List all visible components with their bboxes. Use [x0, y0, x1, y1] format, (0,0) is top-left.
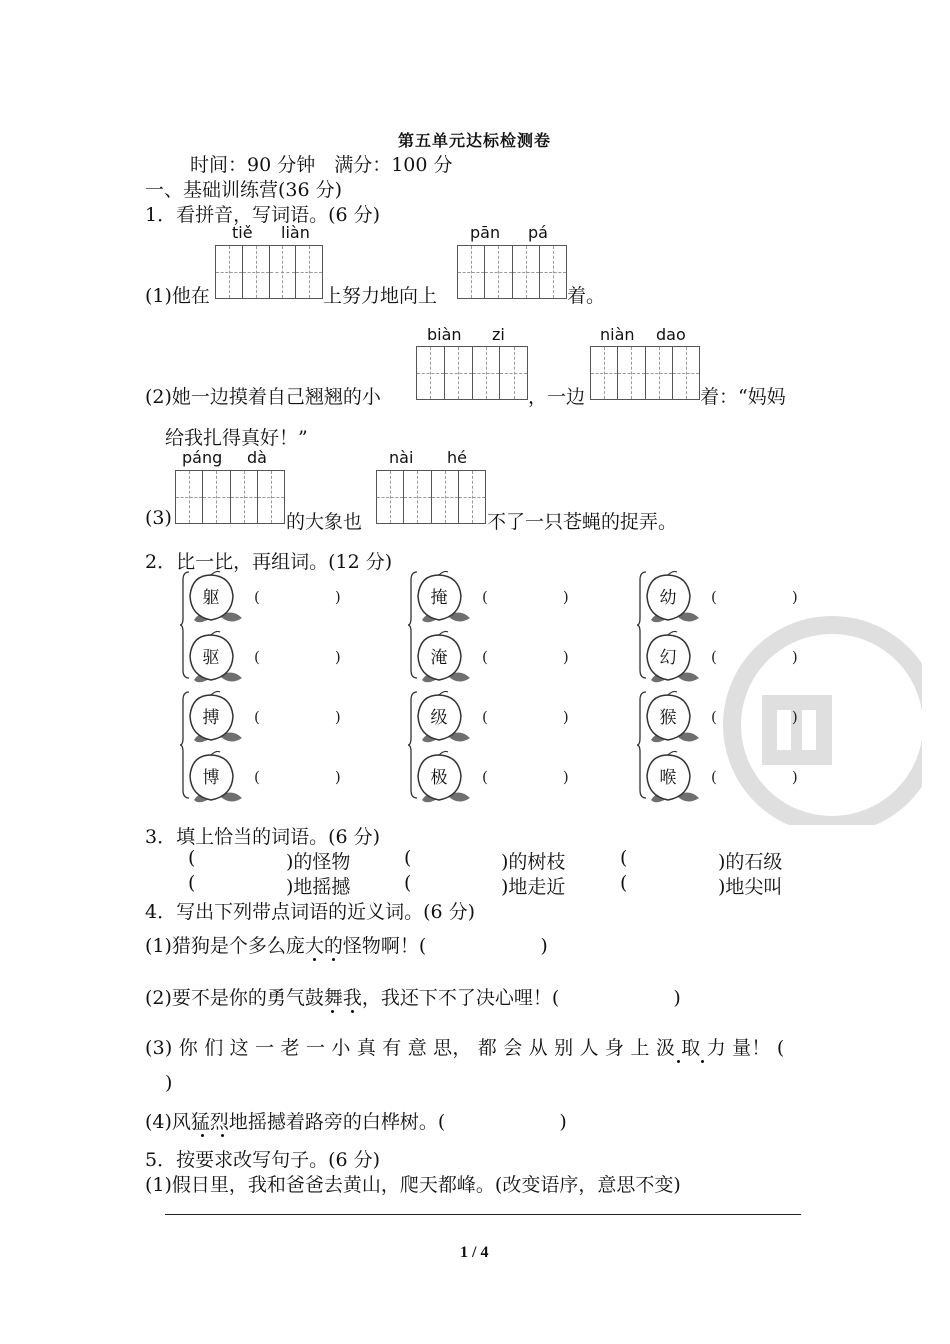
pinyin: páng	[182, 448, 223, 467]
paren-open: (	[188, 872, 196, 894]
word-blank[interactable]: ( )	[711, 768, 798, 786]
pinyin: nài	[389, 448, 414, 467]
q4-heading: 4．写出下列带点词语的近义词。(6 分)	[145, 901, 476, 923]
compare-character: 博	[202, 768, 220, 788]
q5-heading: 5．按要求改写句子。(6 分)	[145, 1149, 381, 1171]
q4-sentence: )	[165, 1072, 173, 1094]
peach-char-card	[414, 690, 472, 746]
word-blank[interactable]: ( )	[482, 708, 569, 726]
fill-item: )的怪物	[286, 851, 351, 873]
compare-character: 搏	[202, 708, 220, 728]
paren-open: (	[188, 847, 196, 869]
sentence-label: (2)她一边摸着自己翘翘的小	[145, 386, 381, 408]
answer-grid[interactable]	[215, 245, 323, 299]
answer-grid[interactable]	[376, 470, 486, 524]
compare-character: 猴	[659, 708, 677, 728]
peach-char-card	[186, 690, 244, 746]
section-heading: 一、基础训练营(36 分)	[145, 179, 343, 201]
page-title: 第五单元达标检测卷	[398, 131, 552, 150]
paren-open: (	[620, 872, 628, 894]
time-info: 时间：90 分钟 满分：100 分	[190, 154, 453, 176]
q4-sentence: (4)风猛烈地摇撼着路旁的白桦树。( )	[145, 1111, 567, 1133]
paren-open: (	[620, 847, 628, 869]
pinyin: zi	[492, 325, 505, 344]
page-number: 1 / 4	[460, 1244, 489, 1261]
pinyin: niàn	[600, 325, 635, 344]
emphasis-dot	[677, 1060, 680, 1063]
pinyin: tiě	[232, 223, 253, 242]
pinyin: hé	[447, 448, 467, 467]
peach-char-card	[643, 630, 701, 686]
peach-char-card	[643, 690, 701, 746]
compare-character: 喉	[659, 768, 677, 788]
fill-item: )的树枝	[501, 851, 566, 873]
paren-open: (	[404, 847, 412, 869]
sentence-text: 不了一只苍蝇的捉弄。	[487, 511, 678, 533]
q5-sentence: (1)假日里，我和爸爸去黄山，爬天都峰。(改变语序，意思不变)	[145, 1174, 681, 1196]
peach-char-card	[186, 750, 244, 806]
sentence-label: (3)	[145, 507, 172, 529]
peach-char-card	[643, 570, 701, 626]
q4-sentence: (2)要不是你的勇气鼓舞我，我还下不了决心哩！( )	[145, 987, 681, 1009]
q2-heading: 2．比一比，再组词。(12 分)	[145, 551, 393, 573]
fill-item: )地摇撼	[286, 876, 351, 898]
answer-line[interactable]	[165, 1214, 801, 1215]
pinyin: dà	[247, 448, 267, 467]
q3-heading: 3．填上恰当的词语。(6 分)	[145, 826, 381, 848]
answer-grid[interactable]	[416, 346, 528, 400]
peach-char-card	[186, 570, 244, 626]
answer-grid[interactable]	[175, 470, 285, 524]
compare-character: 级	[430, 708, 448, 728]
sentence-text: 着：“妈妈	[700, 386, 786, 408]
fill-item: )地走近	[501, 876, 566, 898]
paren-open: (	[404, 872, 412, 894]
emphasis-dot	[201, 1134, 204, 1137]
compare-character: 淹	[430, 648, 448, 668]
peach-char-card	[414, 630, 472, 686]
word-blank[interactable]: ( )	[482, 588, 569, 606]
emphasis-dot	[313, 958, 316, 961]
sentence-text: 给我扎得真好！”	[165, 427, 308, 449]
emphasis-dot	[701, 1060, 704, 1063]
word-blank[interactable]: ( )	[711, 648, 798, 666]
sentence-label: (1)他在	[145, 285, 210, 307]
peach-char-card	[186, 630, 244, 686]
compare-character: 幻	[659, 648, 677, 668]
watermark-seal	[722, 585, 922, 825]
sentence-text: 着。	[567, 285, 606, 307]
pinyin: biàn	[427, 325, 462, 344]
answer-grid[interactable]	[457, 245, 567, 299]
word-blank[interactable]: ( )	[482, 648, 569, 666]
compare-character: 躯	[202, 588, 220, 608]
sentence-text: 上努力地向上	[323, 285, 438, 307]
word-blank[interactable]: ( )	[254, 708, 341, 726]
word-blank[interactable]: ( )	[254, 768, 341, 786]
q1-heading: 1．看拼音，写词语。(6 分)	[145, 204, 381, 226]
q4-sentence: (3) 你 们 这 一 老 一 小 真 有 意 思， 都 会 从 别 人 身 上 汲 取 力 量！ (	[145, 1037, 785, 1059]
peach-char-card	[414, 750, 472, 806]
q4-sentence: (1)猎狗是个多么庞大的怪物啊！( )	[145, 935, 548, 957]
compare-character: 幼	[659, 588, 677, 608]
word-blank[interactable]: ( )	[711, 588, 798, 606]
word-blank[interactable]: ( )	[254, 648, 341, 666]
pinyin: liàn	[281, 223, 310, 242]
sentence-text: 的大象也	[286, 511, 363, 533]
compare-character: 极	[430, 768, 448, 788]
fill-item: )地尖叫	[718, 876, 783, 898]
word-blank[interactable]: ( )	[711, 708, 798, 726]
compare-character: 驱	[202, 648, 220, 668]
peach-char-card	[414, 570, 472, 626]
sentence-text: ，一边	[528, 386, 586, 408]
answer-grid[interactable]	[590, 346, 700, 400]
compare-character: 掩	[430, 588, 448, 608]
pinyin: dao	[656, 325, 686, 344]
pinyin: pān	[470, 223, 501, 242]
emphasis-dot	[332, 958, 335, 961]
fill-item: )的石级	[718, 851, 783, 873]
emphasis-dot	[331, 1010, 334, 1013]
emphasis-dot	[351, 1010, 354, 1013]
word-blank[interactable]: ( )	[482, 768, 569, 786]
emphasis-dot	[221, 1134, 224, 1137]
word-blank[interactable]: ( )	[254, 588, 341, 606]
peach-char-card	[643, 750, 701, 806]
pinyin: pá	[528, 223, 548, 242]
